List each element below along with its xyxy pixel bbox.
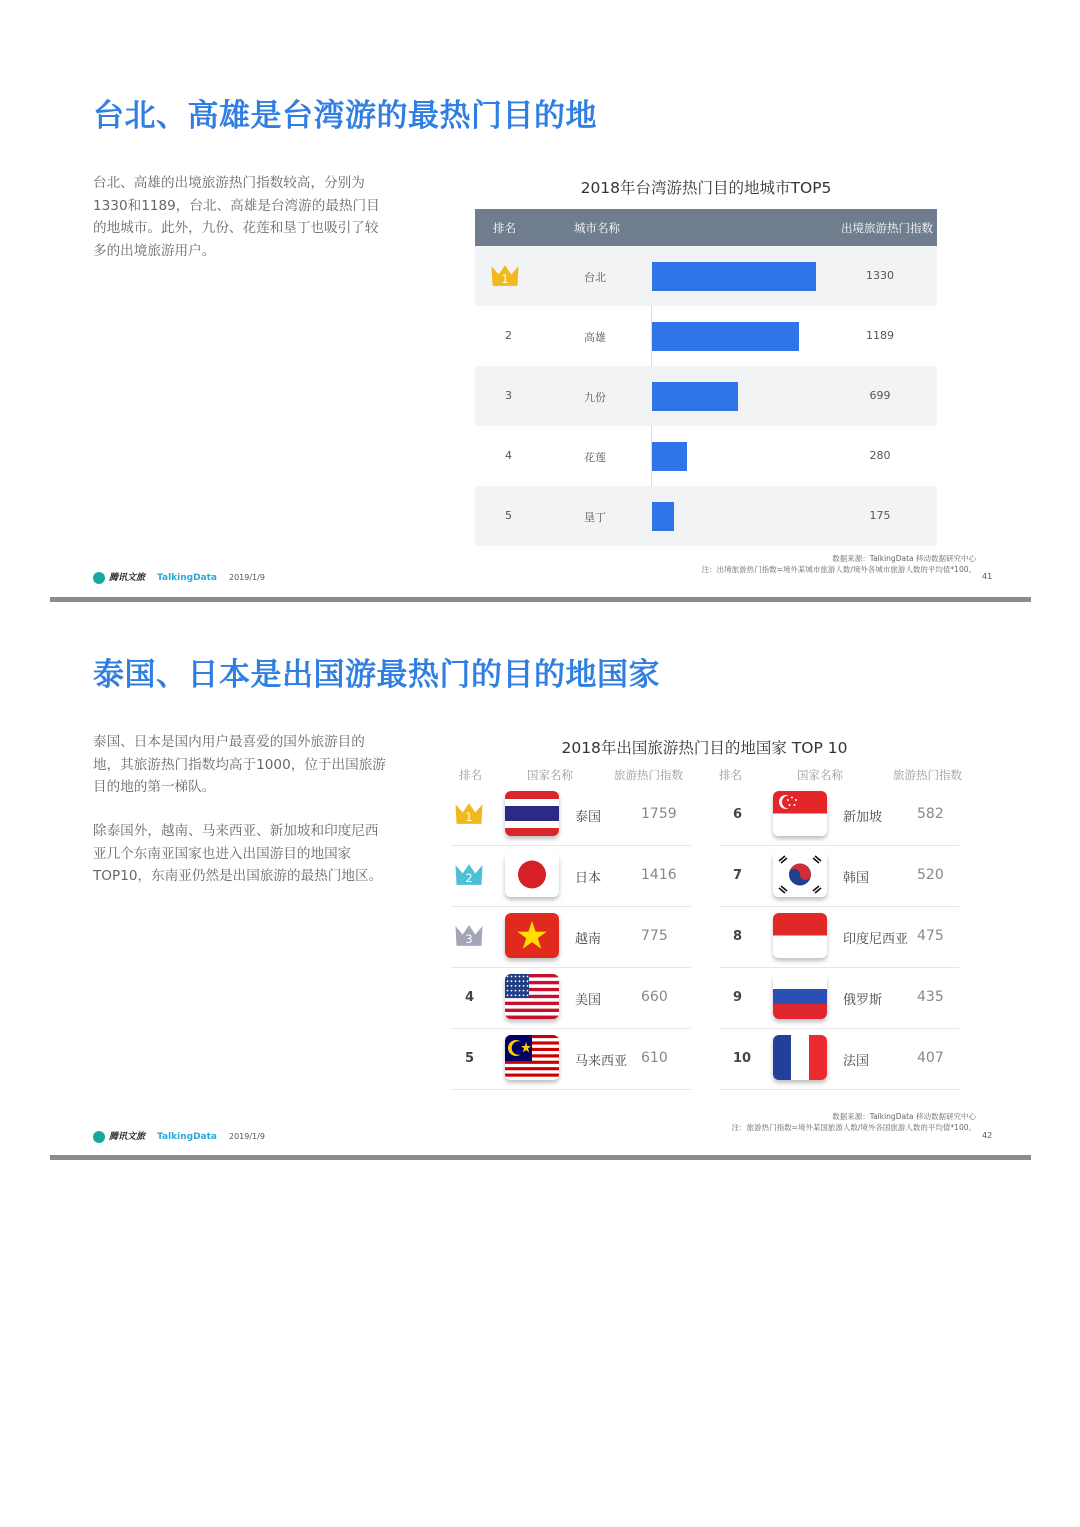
row-value: 1330 (866, 269, 894, 282)
data-source: 数据来源：TalkingData 移动数据研究中心 (832, 554, 976, 563)
header-rank-left: 排名 (459, 768, 482, 782)
index-note: 注：旅游热门指数=境外某国旅游人数/境外各国旅游人数的平均值*100。 (731, 1123, 976, 1132)
crown-icon (489, 262, 521, 292)
header-city: 城市名称 (574, 221, 620, 235)
footer-logos (93, 570, 265, 584)
table-row (475, 306, 937, 366)
footnote (702, 553, 976, 575)
row-rank: 3 (505, 389, 512, 402)
row-value: 435 (917, 989, 944, 1005)
bar-2 (652, 322, 799, 351)
row-value: 407 (917, 1050, 944, 1066)
row-country: 新加坡 (843, 810, 883, 825)
table-row (719, 907, 959, 968)
crown-icon (453, 922, 485, 953)
row-country: 法国 (843, 1054, 870, 1069)
row-rank: 5 (505, 509, 512, 522)
table-row (719, 968, 959, 1029)
chart-title: 2018年出国旅游热门目的地国家 TOP 10 (561, 739, 848, 757)
table-row (475, 366, 937, 426)
japan-flag-icon (505, 852, 559, 897)
top5-table (475, 209, 937, 546)
row-rank: 8 (733, 929, 743, 944)
row-rank: 10 (733, 1051, 752, 1066)
page-number: 41 (982, 572, 993, 581)
header-index-right: 旅游热门指数 (893, 768, 962, 782)
bar-5 (652, 502, 674, 531)
row-country: 印度尼西亚 (843, 932, 909, 947)
tencent-logo-icon (93, 572, 105, 584)
russia-flag-icon (773, 974, 827, 1019)
vietnam-flag-icon (505, 913, 559, 958)
header-country-left: 国家名称 (527, 768, 573, 782)
table-row (719, 1029, 959, 1090)
bar-1 (652, 262, 816, 291)
table-row (475, 246, 937, 306)
row-value: 175 (869, 509, 891, 522)
row-country: 韩国 (843, 871, 870, 886)
header-rank-right: 排名 (719, 768, 742, 782)
row-value: 660 (641, 989, 668, 1005)
row-rank: 6 (733, 807, 743, 822)
page-number: 42 (982, 1131, 993, 1140)
footnote (732, 1111, 976, 1133)
row-value: 775 (641, 928, 668, 944)
table-row (475, 426, 937, 486)
row-rank: 4 (505, 449, 512, 462)
row-value: 1759 (641, 806, 677, 822)
index-note: 注：出境旅游热门指数=境外某城市旅游人数/境外各城市旅游人数的平均值*100。 (701, 565, 976, 574)
row-country: 马来西亚 (575, 1054, 628, 1069)
slide-description-2: 除泰国外，越南、马来西亚、新加坡和印度尼西亚几个东南亚国家也进入出国游目的地国家TOP10，东南亚仍然是出国旅游的最热门地区。 (93, 823, 383, 884)
row-value: 610 (641, 1050, 668, 1066)
chart-title: 2018年台湾游热门目的地城市TOP5 (580, 179, 832, 197)
talkingdata-logo: TalkingData (157, 573, 217, 583)
table-row (451, 1029, 691, 1090)
table-row (719, 846, 959, 907)
usa-flag-icon (505, 974, 559, 1019)
slide-description: 台北、高雄的出境旅游热门指数较高，分别为1330和1189，台北、高雄是台湾游的最热门目的地城市。此外，九份、花莲和垦丁也吸引了较多的出境旅游用户。 (93, 175, 380, 259)
tencent-logo-icon (93, 1131, 105, 1143)
crown-rank: 1 (465, 809, 473, 824)
row-separator (451, 1089, 691, 1090)
row-rank: 4 (465, 990, 475, 1005)
table-row (475, 486, 937, 546)
crown-rank: 3 (465, 931, 473, 946)
slide-divider (50, 597, 1031, 602)
row-country: 越南 (575, 932, 602, 947)
crown-icon (453, 800, 485, 831)
slide-countries (0, 605, 1080, 1165)
row-country: 俄罗斯 (843, 993, 883, 1008)
crown-icon (453, 861, 485, 892)
row-rank: 2 (505, 329, 512, 342)
slide-divider (50, 1155, 1031, 1160)
row-value: 280 (869, 449, 891, 462)
table-header (475, 209, 937, 246)
row-country: 日本 (575, 871, 602, 886)
table-row (451, 785, 691, 846)
row-city: 高雄 (584, 331, 606, 344)
footer-date: 2019/1/9 (229, 573, 265, 582)
header-index-left: 旅游热门指数 (614, 768, 683, 782)
bar-3 (652, 382, 738, 411)
tencent-logo-text: 腾讯文旅 (109, 1132, 146, 1142)
bar-4 (652, 442, 687, 471)
table-row (451, 968, 691, 1029)
header-country-right: 国家名称 (797, 768, 843, 782)
singapore-flag-icon (773, 791, 827, 836)
row-value: 520 (917, 867, 944, 883)
row-value: 1416 (641, 867, 677, 883)
slide-description-1: 泰国、日本是国内用户最喜爱的国外旅游目的地，其旅游热门指数均高于1000，位于出国旅游目的地的第一梯队。 (93, 734, 386, 795)
row-value: 699 (869, 389, 891, 402)
table-row (451, 907, 691, 968)
row-rank: 5 (465, 1051, 475, 1066)
slide-title: 台北、高雄是台湾游的最热门目的地 (93, 98, 597, 134)
row-city: 垦丁 (584, 511, 606, 524)
row-rank: 7 (733, 868, 743, 883)
row-city: 台北 (584, 271, 606, 284)
footer-logos (93, 1129, 265, 1143)
indonesia-flag-icon (773, 913, 827, 958)
row-value: 582 (917, 806, 944, 822)
row-city: 花莲 (584, 451, 606, 464)
footer-date: 2019/1/9 (229, 1132, 265, 1141)
malaysia-flag-icon (505, 1035, 559, 1080)
table-row (719, 785, 959, 846)
row-rank: 9 (733, 990, 743, 1005)
header-index: 出境旅游热门指数 (841, 221, 933, 235)
top5-rows (475, 246, 937, 546)
slide-title: 泰国、日本是出国游最热门的目的地国家 (93, 657, 660, 693)
korea-flag-icon (773, 852, 827, 897)
tencent-logo-text: 腾讯文旅 (109, 573, 146, 583)
row-value: 1189 (866, 329, 894, 342)
header-rank: 排名 (493, 221, 516, 235)
france-flag-icon (773, 1035, 827, 1080)
data-source: 数据来源：TalkingData 移动数据研究中心 (832, 1112, 976, 1121)
row-city: 九份 (584, 391, 606, 404)
row-value: 475 (917, 928, 944, 944)
row-country: 泰国 (575, 810, 602, 825)
thailand-flag-icon (505, 791, 559, 836)
table-row (451, 846, 691, 907)
talkingdata-logo: TalkingData (157, 1132, 217, 1142)
row-country: 美国 (575, 993, 602, 1008)
crown-rank: 1 (501, 271, 509, 286)
crown-rank: 2 (465, 870, 473, 885)
slide-taiwan (0, 0, 1080, 605)
row-separator (719, 1089, 959, 1090)
